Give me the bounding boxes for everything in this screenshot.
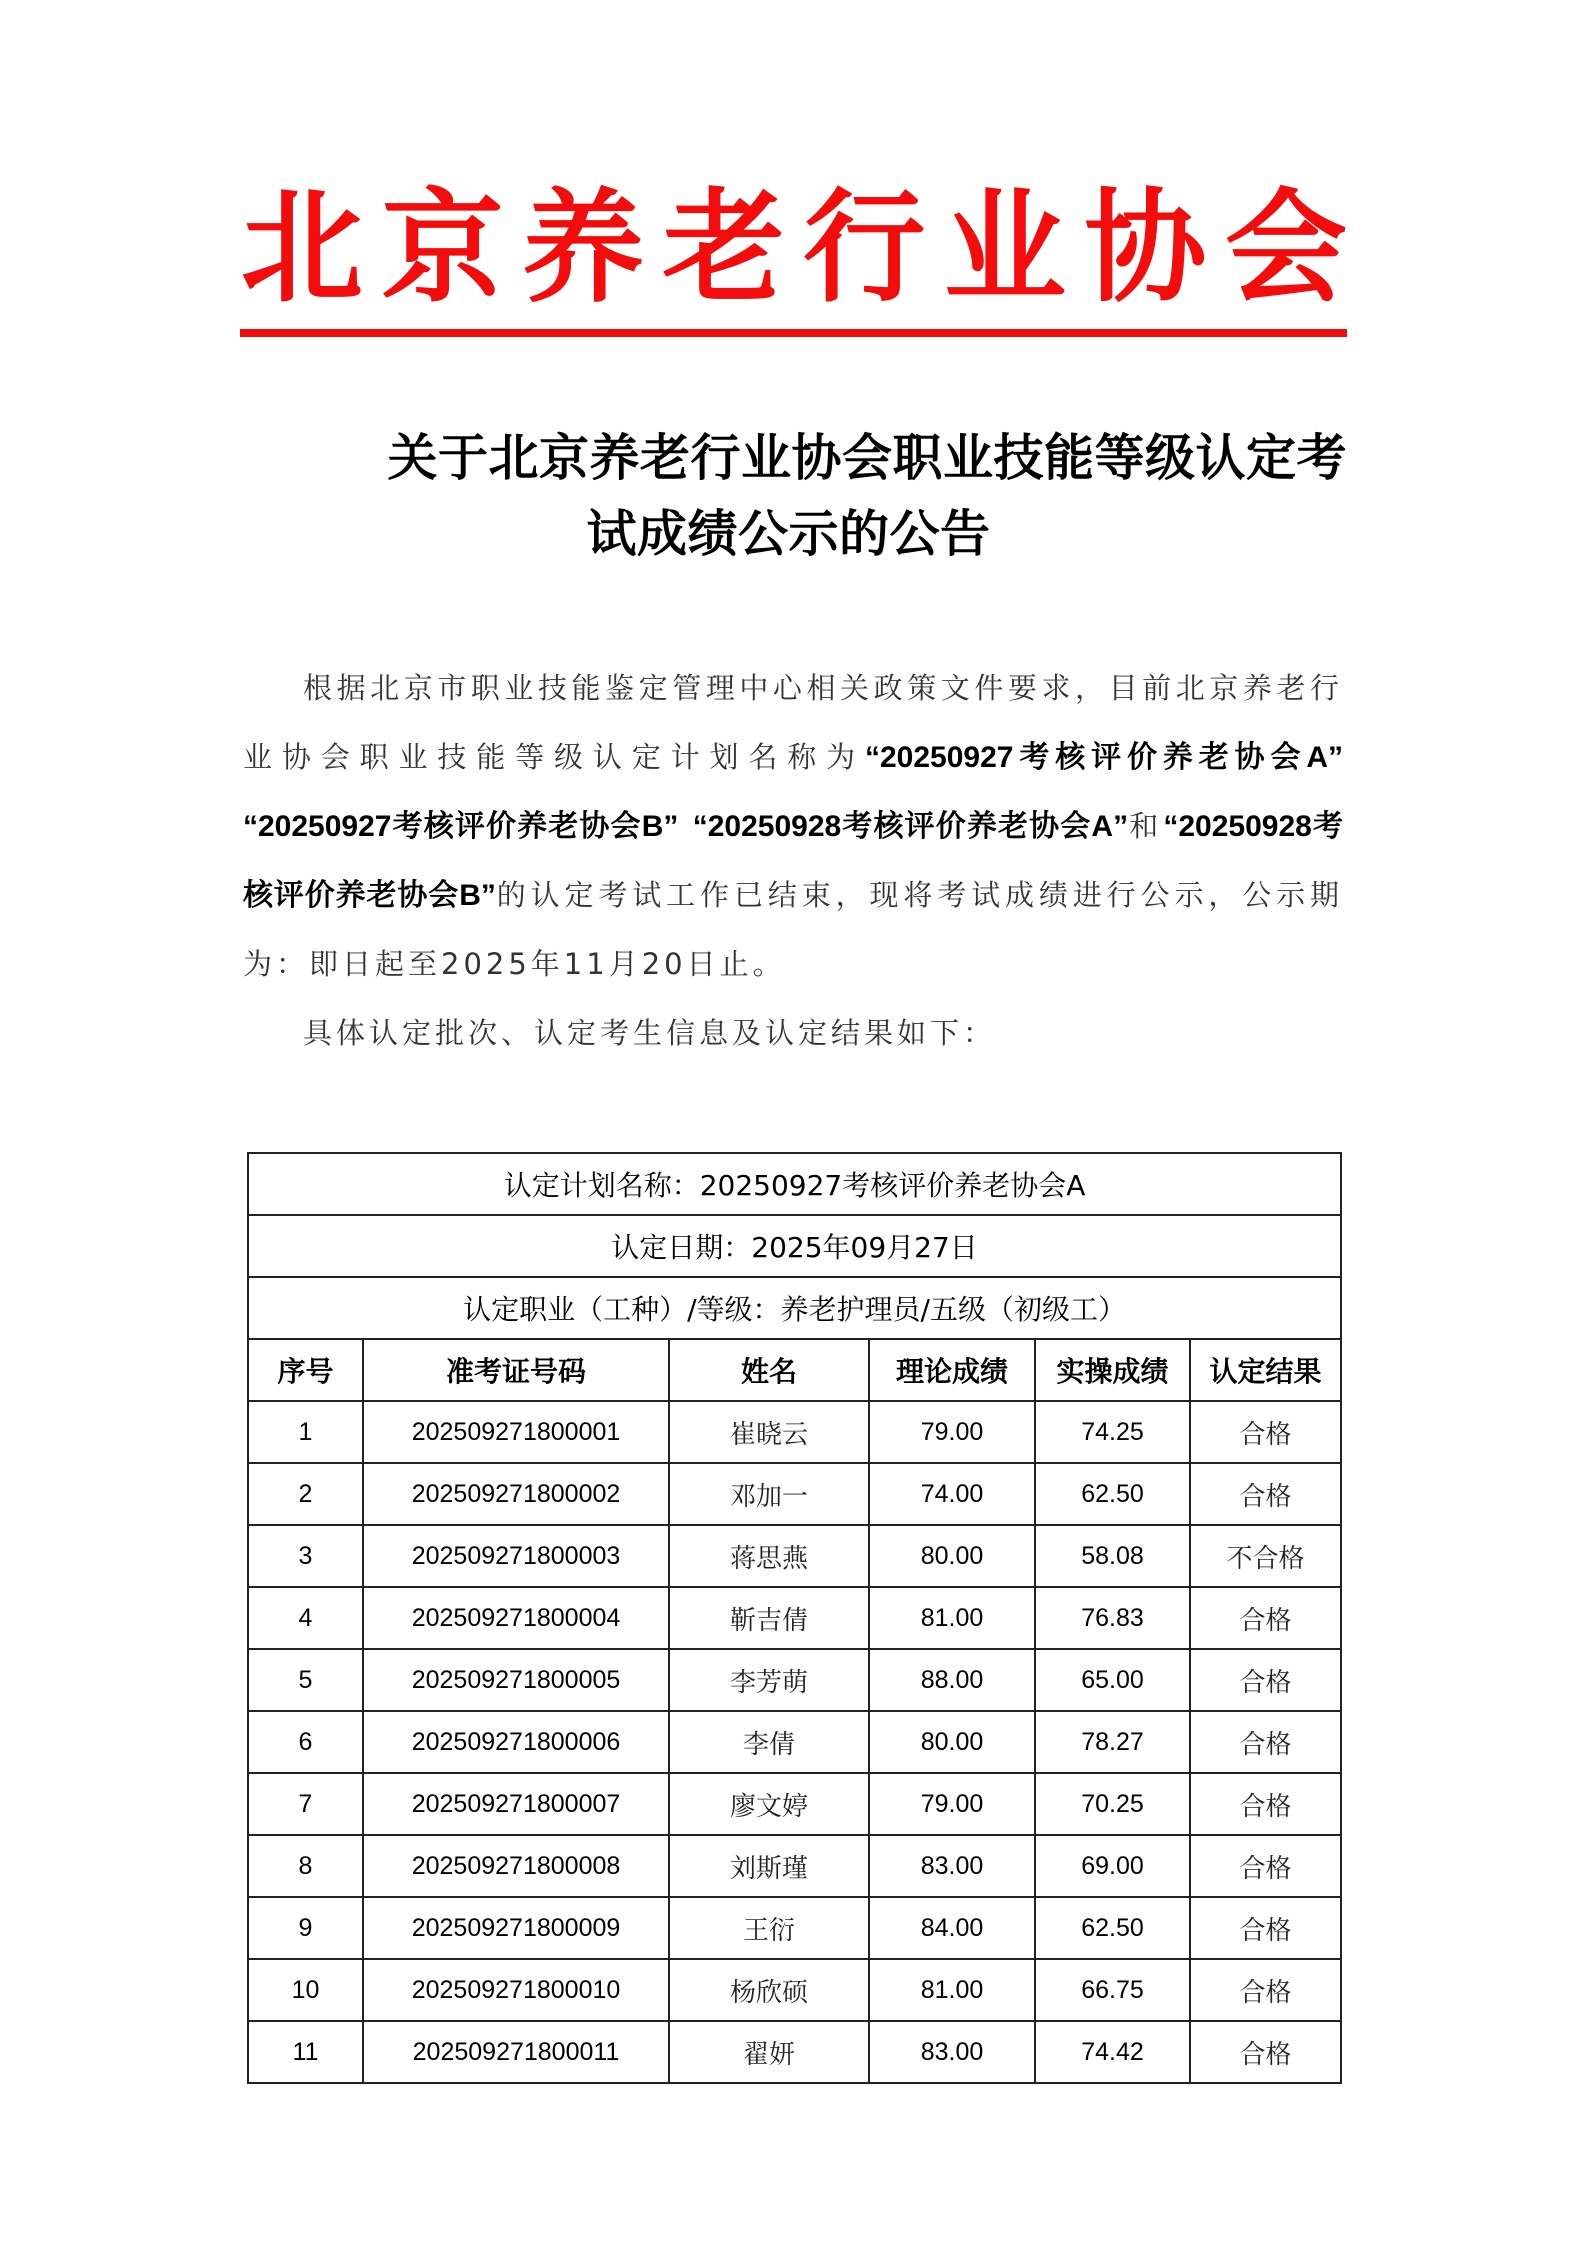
- document-title: [240, 420, 1347, 572]
- header-name: 姓名: [669, 1339, 869, 1401]
- name-cell: 刘斯瑾: [669, 1835, 869, 1897]
- announcement-body: [243, 654, 1343, 1068]
- ticket-number-cell: 202509271800010: [363, 1959, 669, 2021]
- header-theory-score: 理论成绩: [869, 1339, 1035, 1401]
- practical-score-cell: 69.00: [1035, 1835, 1190, 1897]
- ticket-number-cell: 202509271800008: [363, 1835, 669, 1897]
- name-cell: 李芳萌: [669, 1649, 869, 1711]
- seq-cell: 8: [248, 1835, 363, 1897]
- result-cell: 合格: [1190, 2021, 1341, 2083]
- theory-score-cell: 74.00: [869, 1463, 1035, 1525]
- exam-date-cell: 认定日期：2025年09月27日: [248, 1215, 1341, 1277]
- theory-score-cell: 81.00: [869, 1959, 1035, 2021]
- practical-score-cell: 76.83: [1035, 1587, 1190, 1649]
- seq-cell: 5: [248, 1649, 363, 1711]
- practical-score-cell: 65.00: [1035, 1649, 1190, 1711]
- notice-period-text: 的认定考试工作已结束，现将考试成绩进行公示，公示期为：即日起至2025年11月20日止。: [243, 878, 1343, 981]
- masthead-char: 行: [803, 175, 926, 319]
- theory-score-cell: 79.00: [869, 1401, 1035, 1463]
- practical-score-cell: 62.50: [1035, 1897, 1190, 1959]
- plan-name-3: “20250928考核评价养老协会A”: [692, 810, 1129, 843]
- masthead-char: 协: [1084, 175, 1207, 319]
- practical-score-cell: 74.42: [1035, 2021, 1190, 2083]
- practical-score-cell: 74.25: [1035, 1401, 1190, 1463]
- result-cell: 合格: [1190, 1587, 1341, 1649]
- ticket-number-cell: 202509271800006: [363, 1711, 669, 1773]
- name-cell: 廖文婷: [669, 1773, 869, 1835]
- masthead-red-rule: [240, 329, 1347, 337]
- intro-text: 根据北京市职业技能鉴定管理中心相关政策文件要求，目前北京养老行业协会职业技能等级认定计划名称为: [243, 671, 1343, 774]
- conjunction-text: 和: [1128, 809, 1164, 843]
- result-cell: 合格: [1190, 1959, 1341, 2021]
- table-row: [248, 1587, 1341, 1649]
- name-cell: 邓加一: [669, 1463, 869, 1525]
- plan-name-2: “20250927考核评价养老协会B”: [243, 810, 679, 843]
- table-row: [248, 1711, 1341, 1773]
- header-practical-score: 实操成绩: [1035, 1339, 1190, 1401]
- theory-score-cell: 81.00: [869, 1587, 1035, 1649]
- table-row: [248, 1897, 1341, 1959]
- table-row: [248, 1525, 1341, 1587]
- table-row: [248, 2021, 1341, 2083]
- theory-score-cell: 79.00: [869, 1773, 1035, 1835]
- seq-cell: 6: [248, 1711, 363, 1773]
- table-row: [248, 1463, 1341, 1525]
- seq-cell: 2: [248, 1463, 363, 1525]
- result-cell: 合格: [1190, 1897, 1341, 1959]
- masthead-char: 北: [241, 175, 363, 319]
- seq-cell: 7: [248, 1773, 363, 1835]
- theory-score-cell: 83.00: [869, 2021, 1035, 2083]
- ticket-number-cell: 202509271800004: [363, 1587, 669, 1649]
- seq-cell: 11: [248, 2021, 363, 2083]
- seq-cell: 3: [248, 1525, 363, 1587]
- table-header-row: [248, 1339, 1341, 1401]
- exam-results-table: [247, 1152, 1342, 2084]
- masthead-char: 京: [381, 175, 504, 319]
- table-row: [248, 1835, 1341, 1897]
- masthead-char: 会: [1224, 175, 1347, 319]
- plan-name-cell: 认定计划名称：20250927考核评价养老协会A: [248, 1153, 1341, 1215]
- result-cell: 合格: [1190, 1773, 1341, 1835]
- name-cell: 李倩: [669, 1711, 869, 1773]
- name-cell: 靳吉倩: [669, 1587, 869, 1649]
- table-row: [248, 1401, 1341, 1463]
- result-cell: 合格: [1190, 1463, 1341, 1525]
- ticket-number-cell: 202509271800011: [363, 2021, 669, 2083]
- occupation-level-cell: 认定职业（工种）/等级：养老护理员/五级（初级工）: [248, 1277, 1341, 1339]
- header-result: 认定结果: [1190, 1339, 1341, 1401]
- masthead-char: 老: [662, 175, 785, 319]
- result-cell: 合格: [1190, 1649, 1341, 1711]
- seq-cell: 10: [248, 1959, 363, 2021]
- ticket-number-cell: 202509271800007: [363, 1773, 669, 1835]
- practical-score-cell: 62.50: [1035, 1463, 1190, 1525]
- plan-name-4: “20250928考核评价养老协会B”: [243, 810, 1343, 912]
- seq-cell: 1: [248, 1401, 363, 1463]
- name-cell: 蒋思燕: [669, 1525, 869, 1587]
- masthead-char: 养: [522, 175, 645, 319]
- theory-score-cell: 80.00: [869, 1711, 1035, 1773]
- practical-score-cell: 58.08: [1035, 1525, 1190, 1587]
- theory-score-cell: 84.00: [869, 1897, 1035, 1959]
- seq-cell: 9: [248, 1897, 363, 1959]
- practical-score-cell: 78.27: [1035, 1711, 1190, 1773]
- title-line-2: 试成绩公示的公告: [586, 504, 991, 563]
- result-cell: 合格: [1190, 1835, 1341, 1897]
- title-line-1: 关于北京养老行业协会职业技能等级认定考: [387, 428, 1347, 487]
- seq-cell: 4: [248, 1587, 363, 1649]
- name-cell: 杨欣硕: [669, 1959, 869, 2021]
- theory-score-cell: 80.00: [869, 1525, 1035, 1587]
- ticket-number-cell: 202509271800005: [363, 1649, 669, 1711]
- plan-name-1: “20250927考核评价养老协会A”: [864, 741, 1343, 774]
- paragraph-details-intro: 具体认定批次、认定考生信息及认定结果如下：: [303, 1016, 997, 1050]
- paragraph-intro: [243, 654, 1343, 999]
- ticket-number-cell: 202509271800002: [363, 1463, 669, 1525]
- ticket-number-cell: 202509271800003: [363, 1525, 669, 1587]
- masthead-char: 业: [943, 175, 1066, 319]
- ticket-number-cell: 202509271800009: [363, 1897, 669, 1959]
- name-cell: 崔晓云: [669, 1401, 869, 1463]
- header-ticket-number: 准考证号码: [363, 1339, 669, 1401]
- ticket-number-cell: 202509271800001: [363, 1401, 669, 1463]
- practical-score-cell: 66.75: [1035, 1959, 1190, 2021]
- result-cell: 合格: [1190, 1711, 1341, 1773]
- header-seq: 序号: [248, 1339, 363, 1401]
- name-cell: 王衍: [669, 1897, 869, 1959]
- org-masthead: [238, 172, 1350, 322]
- name-cell: 翟妍: [669, 2021, 869, 2083]
- table-row: [248, 1959, 1341, 2021]
- table-row: [248, 1649, 1341, 1711]
- theory-score-cell: 83.00: [869, 1835, 1035, 1897]
- theory-score-cell: 88.00: [869, 1649, 1035, 1711]
- table-row: [248, 1773, 1341, 1835]
- practical-score-cell: 70.25: [1035, 1773, 1190, 1835]
- result-cell: 合格: [1190, 1401, 1341, 1463]
- result-cell: 不合格: [1190, 1525, 1341, 1587]
